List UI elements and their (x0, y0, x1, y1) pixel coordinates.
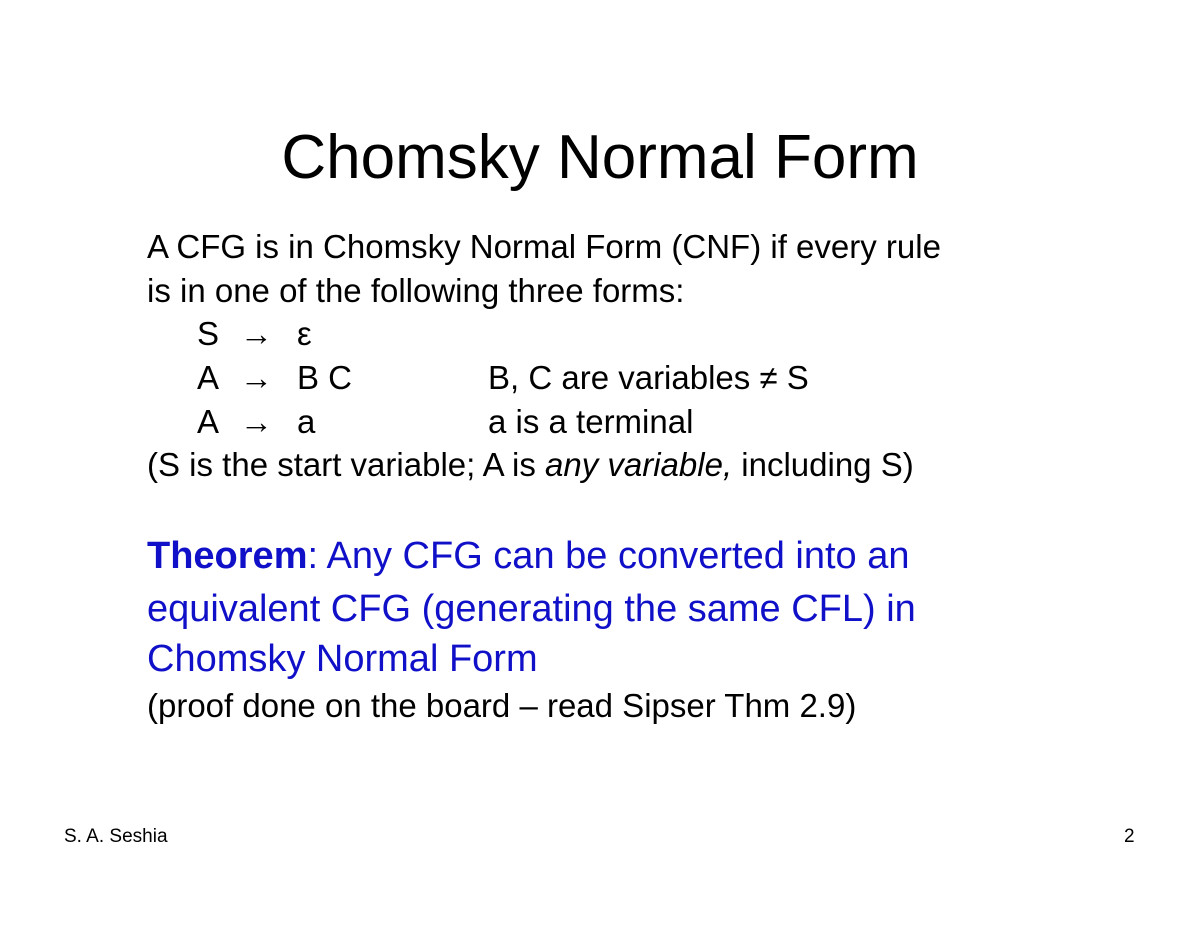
rule-note: a is a terminal (488, 403, 694, 440)
theorem-line-3: Chomsky Normal Form (147, 638, 538, 680)
rule-rhs: ε (297, 315, 312, 352)
rule-lhs: S (197, 315, 220, 352)
theorem-label: Theorem (147, 535, 308, 577)
intro-line-2: is in one of the following three forms: (147, 272, 685, 309)
theorem-text: : Any CFG can be converted into an (307, 535, 910, 577)
rule-lhs: A (197, 403, 220, 440)
theorem-line-2: equivalent CFG (generating the same CFL) in (147, 588, 916, 630)
right-arrow-icon: → (240, 315, 273, 352)
page-number: 2 (1124, 826, 1135, 847)
rule-rhs: B C (297, 359, 353, 396)
start-note-emphasis: any variable, (545, 446, 733, 483)
right-arrow-icon: → (240, 403, 273, 440)
footer-author: S. A. Seshia (64, 826, 168, 847)
start-variable-note (147, 445, 914, 485)
rule-note: B, C are variables ≠ S (488, 359, 809, 396)
right-arrow-icon: → (240, 359, 273, 396)
slide-title: Chomsky Normal Form (281, 123, 919, 192)
proof-note: (proof done on the board – read Sipser Thm 2.9) (147, 687, 857, 724)
rule-rhs: a (297, 403, 316, 440)
start-note-text: (S is the start variable; A is (147, 446, 545, 483)
start-note-text: including S) (732, 446, 914, 483)
rule-lhs: A (197, 359, 220, 396)
theorem-line-1 (147, 533, 910, 579)
intro-line-1: A CFG is in Chomsky Normal Form (CNF) if every rule (147, 228, 941, 265)
